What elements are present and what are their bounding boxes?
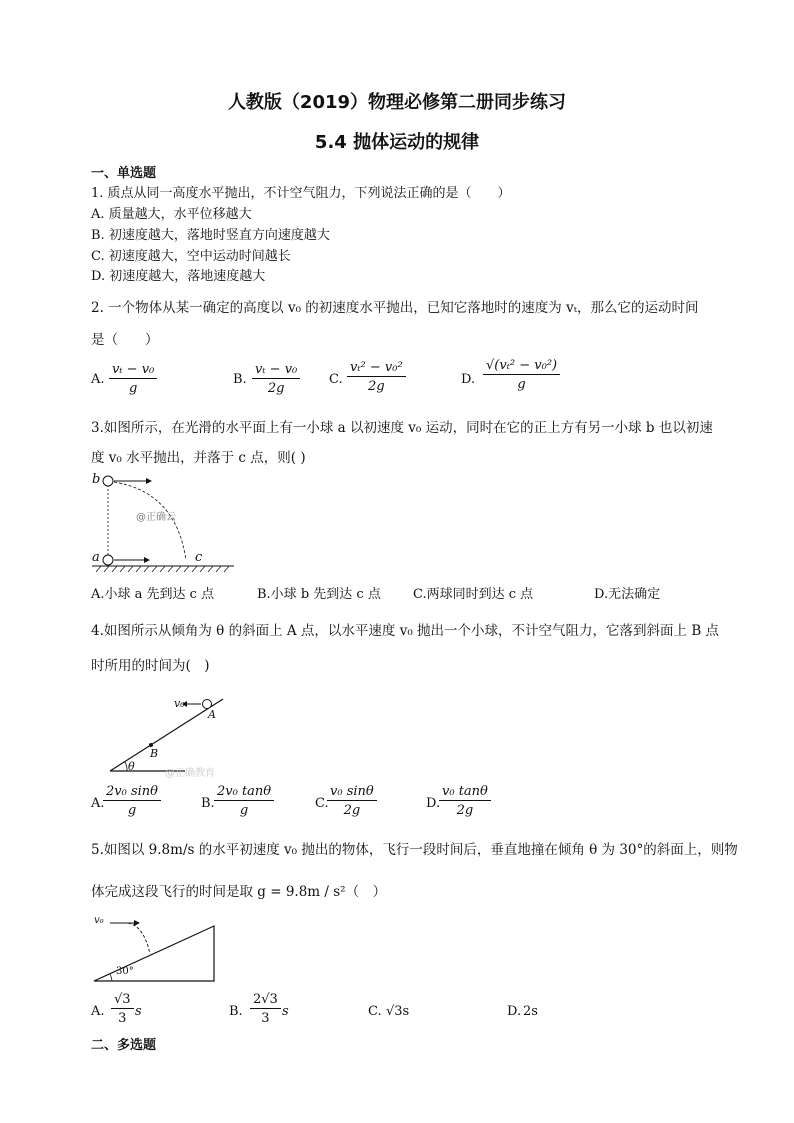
- question-5-option-b-unit: s: [282, 1004, 289, 1019]
- fraction-denominator: 2g: [456, 803, 474, 818]
- question-2-option-d: [483, 358, 560, 392]
- question-4-label-d: D.: [426, 796, 441, 811]
- question-3-option-d: D.无法确定: [594, 587, 661, 602]
- figure-4-label-theta: θ: [128, 760, 135, 773]
- question-5-label-a: A.: [91, 1004, 105, 1019]
- question-4-option-c: [327, 784, 377, 818]
- question-1-stem: 1. 质点从同一高度水平抛出，不计空气阻力，下列说法正确的是（ ）: [91, 186, 511, 201]
- document-subtitle: 5.4 抛体运动的规律: [314, 132, 480, 153]
- fraction-numerator: vₜ − v₀: [109, 362, 157, 379]
- question-5-option-a: [111, 992, 134, 1026]
- fraction-denominator: 2g: [368, 379, 385, 394]
- question-4-option-a: [103, 784, 161, 818]
- question-2-label-a: A.: [91, 372, 105, 387]
- question-2-label-c: C.: [329, 372, 343, 387]
- question-5-label-c: C.: [368, 1004, 382, 1019]
- question-5-label-d: D.: [507, 1004, 522, 1019]
- question-1-option-a: A. 质量越大，水平位移越大: [91, 207, 252, 222]
- question-5-stem-cont: 体完成这段飞行的时间是取 g = 9.8m / s²（ ）: [91, 884, 387, 900]
- question-2-stem-cont: 是（ ）: [91, 332, 159, 348]
- question-3-stem-cont: 度 v₀ 水平抛出，并落于 c 点，则( ): [91, 450, 306, 466]
- figure-4-label-v0: v₀: [174, 697, 185, 710]
- fraction-denominator: 3: [261, 1011, 270, 1026]
- fraction-denominator: 2g: [267, 381, 285, 396]
- figure-5-label-v0: v₀: [94, 915, 104, 926]
- fraction-numerator: v₀ tanθ: [439, 784, 491, 801]
- figure-3-label-c: c: [195, 550, 203, 565]
- watermark: @正确云: [136, 512, 176, 523]
- question-1-option-d: D. 初速度越大，落地速度越大: [91, 269, 266, 284]
- section-multiple-choice: 二、多选题: [91, 1038, 157, 1053]
- question-3-option-a: A.小球 a 先到达 c 点: [91, 587, 215, 602]
- question-5-option-d: 2s: [523, 1004, 538, 1019]
- question-4-stem: 4.如图所示从倾角为 θ 的斜面上 A 点，以水平速度 v₀ 抛出一个小球，不计空气阻力，它落到斜面上 B 点: [91, 623, 720, 639]
- question-5-figure: [88, 912, 218, 984]
- figure-5-label-angle: 30°: [116, 966, 134, 977]
- figure-3-label-b: b: [92, 472, 101, 487]
- question-4-option-b: [214, 784, 274, 818]
- fraction-denominator: 3: [118, 1011, 127, 1026]
- fraction-numerator: √3: [111, 992, 134, 1009]
- question-3-option-c: C.两球同时到达 c 点: [413, 587, 534, 602]
- question-4-label-a: A.: [91, 796, 105, 811]
- question-4-label-c: C.: [315, 796, 329, 811]
- question-2-option-b: [252, 362, 300, 396]
- question-4-stem-cont: 时所用的时间为( ): [91, 658, 210, 674]
- question-2-stem: 2. 一个物体从某一确定的高度以 v₀ 的初速度水平抛出，已知它落地时的速度为 vₜ，那么它的运动时间: [91, 300, 699, 316]
- document-title: 人教版（2019）物理必修第二册同步练习: [227, 92, 567, 113]
- question-3-stem: 3.如图所示，在光滑的水平面上有一小球 a 以初速度 v₀ 运动，同时在它的正上方有另一小球 b 也以初速: [91, 420, 713, 436]
- fraction-denominator: g: [239, 803, 249, 818]
- question-1-option-c: C. 初速度越大，空中运动时间越长: [91, 249, 291, 264]
- question-5-stem: 5.如图以 9.8m/s 的水平初速度 v₀ 抛出的物体，飞行一段时间后，垂直地撞在倾角 θ 为 30°的斜面上，则物: [91, 842, 738, 858]
- question-1-option-b: B. 初速度越大，落地时竖直方向速度越大: [91, 228, 330, 243]
- question-2-label-d: D.: [461, 372, 476, 387]
- section-single-choice: 一、单选题: [91, 166, 157, 181]
- question-3-option-b: B.小球 b 先到达 c 点: [257, 587, 381, 602]
- fraction-numerator: 2v₀ tanθ: [214, 784, 274, 801]
- fraction-numerator: vₜ − v₀: [252, 362, 300, 379]
- question-2-option-a: [109, 362, 157, 396]
- question-2-option-c: [347, 360, 406, 394]
- question-5-label-b: B.: [229, 1004, 243, 1019]
- question-2-label-b: B.: [233, 372, 247, 387]
- fraction-numerator: v₀ sinθ: [327, 784, 377, 801]
- question-4-figure: [105, 695, 227, 775]
- question-5-option-b: [250, 992, 281, 1026]
- fraction-numerator: √(vₜ² − v₀²): [483, 358, 560, 375]
- question-5-option-a-unit: s: [135, 1004, 142, 1019]
- fraction-denominator: 2g: [343, 803, 361, 818]
- question-4-label-b: B.: [201, 796, 215, 811]
- question-5-option-c: √3s: [386, 1004, 410, 1019]
- fraction-numerator: vₜ² − v₀²: [347, 360, 406, 377]
- figure-3-label-a: a: [92, 550, 100, 565]
- fraction-denominator: g: [517, 377, 526, 392]
- fraction-numerator: 2v₀ sinθ: [103, 784, 161, 801]
- figure-4-label-B: B: [150, 747, 159, 760]
- fraction-numerator: 2√3: [250, 992, 281, 1009]
- watermark: @正确教育: [165, 768, 215, 779]
- fraction-denominator: g: [128, 381, 138, 396]
- question-4-option-d: [439, 784, 491, 818]
- fraction-denominator: g: [127, 803, 137, 818]
- figure-4-label-A: A: [208, 708, 216, 721]
